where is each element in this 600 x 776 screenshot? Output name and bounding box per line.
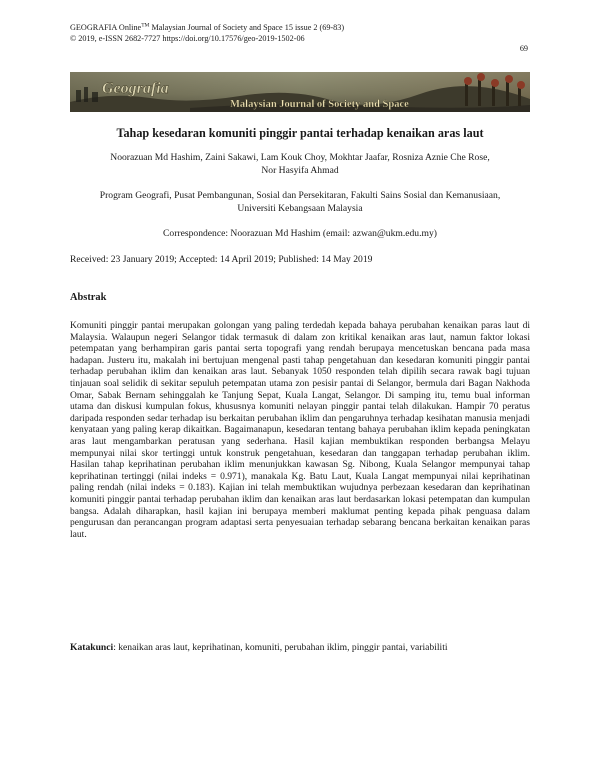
keywords-label: Katakunci — [70, 642, 114, 653]
abstract-heading: Abstrak — [70, 292, 107, 303]
journal-line: GEOGRAFIA Online™ Malaysian Journal of Society and Space 15 issue 2 (69-83) — [70, 22, 345, 32]
correspondence: Correspondence: Noorazuan Md Hashim (email: azwan@ukm.edu.my) — [163, 228, 437, 239]
journal-banner — [70, 72, 530, 112]
doi-line: © 2019, e-ISSN 2682-7727 https://doi.org/10.17576/geo-2019-1502-06 — [70, 33, 305, 43]
banner-image — [70, 72, 530, 112]
affiliation: Program Geografi, Pusat Pembangunan, Sosial dan Persekitaran, Fakulti Sains Sosial dan Kemanusiaan, Universiti Kebangsaan Malaysia — [99, 190, 501, 214]
abstract-text: Komuniti pinggir pantai merupakan golongan yang paling terdedah kepada bahaya perubahan kenaikan paras laut di Malaysia. Walaupun negeri Selangor tidak termasuk di dalam zon kritikal kenaikan aras laut, namun faktor lokasi petempatan yang berhampiran garis pantai serta topografi yang rendah berupaya mencetuskan bencana pada masa hadapan. Justeru itu, makalah ini bertujuan mengenal pasti tahap pengetahuan dan kesedaran komuniti pinggir pantai terhadap perubahan iklim dan kenaikan aras laut. Sebanyak 1050 responden telah dipilih secara rawak bagi tujuan tinjauan soal selidik di sekitar sepuluh petempatan utama zon pesisir pantai di Selangor, bermula dari Bagan Nakhoda Omar, Sabak Bernam sehinggalah ke Tanjung Sepat, Kuala Langat, Selangor. Di samping itu, temu bual informan utama dan diskusi kumpulan fokus, khususnya komuniti nelayan pinggir pantai telah dilakukan. Hampir 70 peratus daripada responden sedar terhadap isu berkaitan perubahan iklim dan pengaruhnya terhadap kesihatan manusia menjadi kenyataan yang paling kerap dikaitkan. Bagaimanapun, kesedaran tentang bahaya perubahan iklim kepada peningkatan aras laut mengambarkan peratusan yang sederhana. Hasil kajian membuktikan responden berbangsa Melayu mempunyai nilai skor tertinggi untuk konstruk pengetahuan, kesedaran dan tanggapan terhadap perubahan iklim. Hasilan tahap keprihatinan perubahan iklim menunjukkan kawasan Sg. Nibong, Kuala Selangor mempunyai tahap keprihatinan tertinggi (nilai indeks = 0.971), manakala Kg. Batu Laut, Kuala Langat mempunyai nilai keprihatinan paling rendah (nilai indeks = 0.183). Kajian ini telah membuktikan wujudnya perbezaan kesedaran dan keprihatinan komuniti pinggir pantai terhadap perubahan iklim dan kenaikan aras laut berdasarkan lokasi petempatan dan kumpulan bangsa. Adalah diharapkan, hasil kajian ini berupaya memberi maklumat penting kepada pihak penguasa dalam pengurusan dan perancangan program adaptasi serta penyesuaian terhadap sebarang bencana berkaitan kenaikan paras laut. — [70, 320, 530, 540]
article-title: Tahap kesedaran komuniti pinggir pantai terhadap kenaikan aras laut — [116, 126, 484, 140]
running-header — [70, 23, 344, 44]
page-number: 69 — [519, 44, 528, 53]
banner-logo-text: Geografia — [102, 80, 169, 97]
keywords-text: : kenaikan aras laut, keprihatinan, komuniti, perubahan iklim, pinggir pantai, variabiliti — [113, 642, 448, 653]
banner-subtitle: Malaysian Journal of Society and Space — [230, 99, 409, 110]
keywords — [70, 642, 530, 655]
publication-dates: Received: 23 January 2019; Accepted: 14 April 2019; Published: 14 May 2019 — [70, 254, 373, 265]
author-list: Noorazuan Md Hashim, Zaini Sakawi, Lam Kouk Choy, Mokhtar Jaafar, Rosniza Aznie Che Rose, Nor Hasyifa Ahmad — [110, 152, 490, 176]
